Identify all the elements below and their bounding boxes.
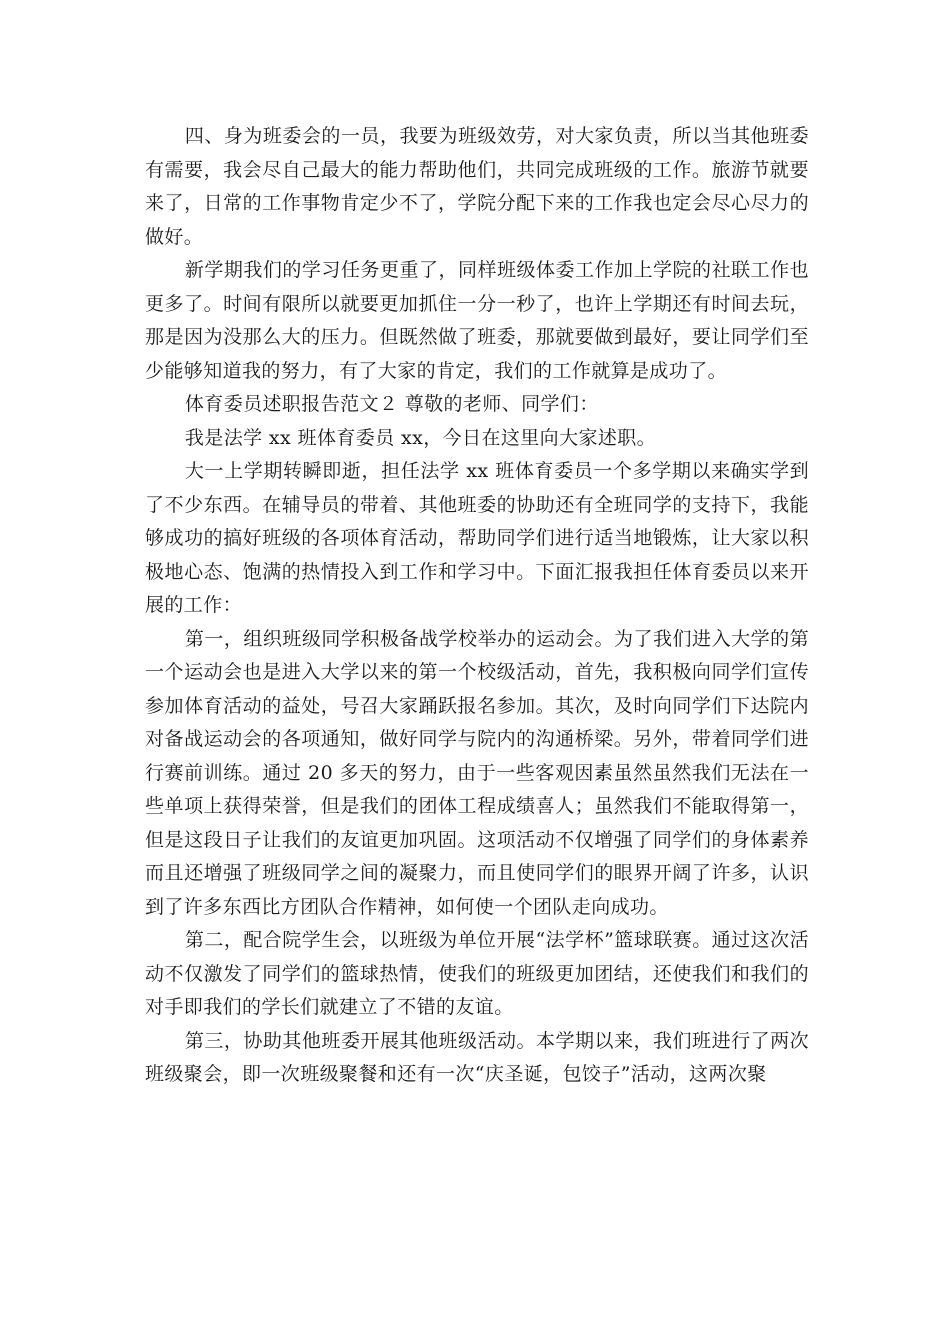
document-body: [145, 120, 809, 1092]
paragraph-self-intro: 我是法学 xx 班体育委员 xx，今日在这里向大家述职。: [184, 426, 657, 449]
paragraph-new-semester: 新学期我们的学习任务更重了，同样班级体委工作加上学院的社联工作也更多了。时间有限所以就要更加抓住一分一秒了，也许上学期还有时间去玩，那是因为没那么大的压力。但既然做了班委，那就要做到最好，要让同学们至少能够知道我的努力，有了大家的肯定，我们的工作就算是成功了。: [145, 259, 809, 382]
paragraph-second-basketball: 第二，配合院学生会，以班级为单位开展“法学杯”篮球联赛。通过这次活动不仅激发了同学们的篮球热情，使我们的班级更加团结，还使我们和我们的对手即我们的学长们就建立了不错的友谊。: [145, 929, 809, 1018]
paragraph-semester-summary: 大一上学期转瞬即逝，担任法学 xx 班体育委员一个多学期以来确实学到了不少东西。在辅导员的带着、其他班委的协助还有全班同学的支持下，我能够成功的搞好班级的各项体育活动，帮助同学们进行适当地锻炼，让大家以积极地心态、饱满的热情投入到工作和学习中。下面汇报我担任体育委员以来开展的工作：: [145, 460, 809, 616]
paragraph-item-four: 四、身为班委会的一员，我要为班级效劳，对大家负责，所以当其他班委有需要，我会尽自己最大的能力帮助他们，共同完成班级的工作。旅游节就要来了，日常的工作事物肯定少不了，学院分配下来的工作我也定会尽心尽力的做好。: [145, 125, 809, 248]
paragraph-third-class-activities: 第三，协助其他班委开展其他班级活动。本学期以来，我们班进行了两次班级聚会，即一次班级聚餐和还有一次“庆圣诞，包饺子”活动，这两次聚: [145, 1029, 809, 1085]
paragraph-first-sports-meet: 第一，组织班级同学积极备战学校举办的运动会。为了我们进入大学的第一个运动会也是进入大学以来的第一个校级活动，首先，我积极向同学们宣传参加体育活动的益处，号召大家踊跃报名参加。其次，及时向同学们下达院内对备战运动会的各项通知，做好同学与院内的沟通桥梁。另外，带着同学们进行赛前训练。通过 20 多天的努力，由于一些客观因素虽然虽然我们无法在一些单项上获得荣誉，但是我们的团体工程成绩喜人；虽然我们不能取得第一，但是这段日子让我们的友谊更加巩固。这项活动不仅增强了同学们的身体素养而且还增强了班级同学之间的凝聚力，而且使同学们的眼界开阔了许多，认识到了许多东西比方团队合作精神，如何使一个团队走向成功。: [145, 627, 809, 918]
report-title-line: 体育委员述职报告范文２ 尊敬的老师、同学们：: [184, 393, 599, 415]
